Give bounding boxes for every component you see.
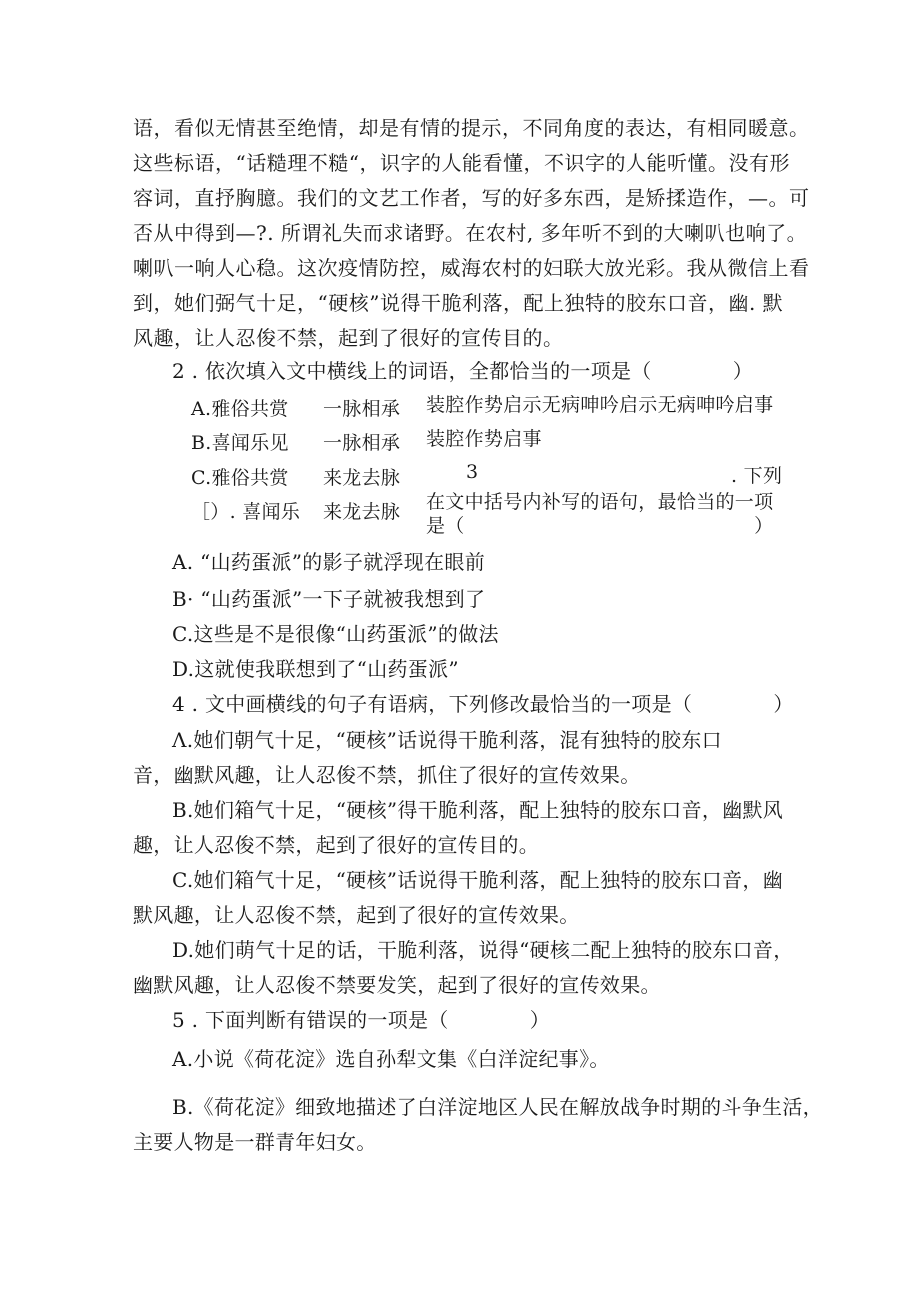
q3-option-c: C.这些是不是很像“山药蛋派”的做法 <box>172 622 499 646</box>
q2-option-d-word1: ［）. 喜闻乐 <box>191 501 301 523</box>
q5-stem: 5 . 下面判断有错误的一项是（ ） <box>172 1008 551 1032</box>
passage-line: 容词，直抒胸臆。我们的文艺工作者，写的好多东西，是矫揉造作，—。可 <box>133 186 810 210</box>
q4-option-a-line2: 音，幽默风趣，让人忍俊不禁，抓住了很好的宣传效果。 <box>133 763 641 787</box>
q3-option-b: B· “山药蛋派”一下子就被我想到了 <box>172 587 486 611</box>
q3-option-d: D.这就使我联想到了“山药蛋派” <box>172 657 459 681</box>
q3-number: 3 <box>466 461 479 483</box>
q2-option-c-word1: C.雅俗共赏 <box>191 467 289 489</box>
q4-option-c-line1: C.她们箱气十足，“硬核”话说得干脆利落，配上独特的胶东口音，幽 <box>172 868 783 892</box>
q4-option-b-line2: 趣，让人忍俊不禁，起到了很好的宣传目的。 <box>133 833 539 857</box>
q2-option-b-word2: 一脉相承 <box>323 432 401 454</box>
q4-stem: 4 . 文中画横线的句子有语病，下列修改最恰当的一项是（ ） <box>172 692 794 716</box>
passage <box>133 111 810 356</box>
q5-option-b-line1: B.《荷花淀》细致地描述了白洋淀地区人民在解放战争时期的斗争生活， <box>172 1095 823 1119</box>
q2-option-b-word3: 装腔作势启事 <box>426 428 542 450</box>
q2-option-d-word2: 来龙去脉 <box>323 501 401 523</box>
q4-option-c-line2: 默风趣，让人忍俊不禁，起到了很好的宣传效果。 <box>133 903 580 927</box>
q4-option-a-line1: Λ.她们朝气十足，“硬核”话说得干脆利落，混有独特的胶东口 <box>172 728 722 752</box>
passage-line: 到，她们弼气十足，“硬核”说得干脆利落，配上独特的胶东口音，幽. 默 <box>133 291 784 315</box>
q2-option-b-word1: B.喜闻乐见 <box>191 432 289 454</box>
q3-stem-line2: 是（ ） <box>426 515 774 537</box>
q4-option-d-line1: D.她们萌气十足的话，干脆利落，说得“硬核二配上独特的胶东口音， <box>172 938 794 962</box>
passage-line: 语，看似无情甚至绝情，却是有情的提示，不同角度的表达，有相同暖意。 <box>133 116 810 140</box>
q2-stem: 2 . 依次填入文中横线上的词语，全都恰当的一项是（ ） <box>172 359 754 383</box>
passage-line: 喇叭一响人心稳。这次疫情防控，威海农村的妇联大放光彩。我从微信上看 <box>133 256 810 280</box>
q2-option-a-word1: A.雅俗共赏 <box>191 398 289 420</box>
q2-option-c-word2: 来龙去脉 <box>323 467 401 489</box>
q5-option-b-line2: 主要人物是一群青年妇女。 <box>133 1130 377 1154</box>
passage-line: 风趣，让人忍俊不禁，起到了很好的宣传目的。 <box>133 326 564 350</box>
q5-option-a: A.小说《荷花淀》选自孙犁文集《白洋淀纪事》。 <box>172 1047 610 1071</box>
q3-option-a: A. “山药蛋派”的影子就浮现在眼前 <box>172 550 486 574</box>
passage-line: 这些标语，“话糙理不糙“，识字的人能看懂，不识字的人能听懂。没有形 <box>133 151 790 175</box>
q3-stem-line1: 在文中括号内补写的语句，最恰当的一项 <box>426 491 774 513</box>
q2-option-a-word2: 一脉相承 <box>323 398 401 420</box>
q3-suffix: . 下列 <box>731 465 783 487</box>
q4-option-d-line2: 幽默风趣，让人忍俊不禁要发笑，起到了很好的宣传效果。 <box>133 973 661 997</box>
passage-line: 否从中得到—?. 所谓礼失而求诸野。在农村, 多年听不到的大喇叭也响了。 <box>133 221 808 245</box>
q2-option-a-word3: 装腔作势启示无病呻吟启示无病呻吟启事 <box>426 394 774 416</box>
q4-option-b-line1: B.她们箱气十足，“硬核”得干脆利落，配上独特的胶东口音，幽默风 <box>172 798 784 822</box>
